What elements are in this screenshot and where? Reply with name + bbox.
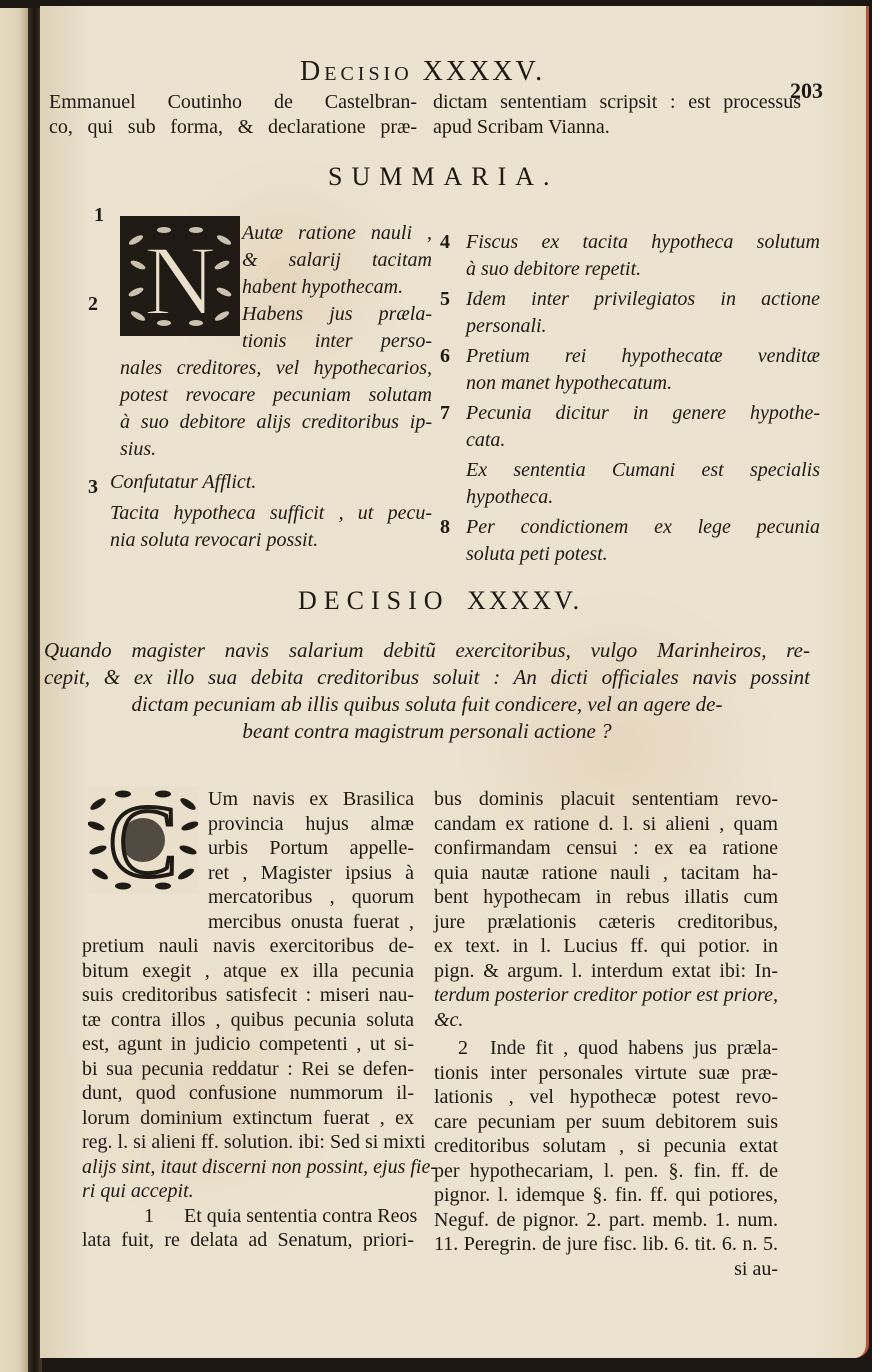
text-line: care pecuniam per suum debitorem suis	[434, 1110, 778, 1133]
text-line: tionis inter perso-	[242, 330, 432, 352]
summary-text	[466, 286, 820, 340]
body-left-beside-initial	[208, 787, 414, 934]
summary-number: 8	[440, 516, 450, 538]
text-line: mercatoribus , quorum	[208, 886, 414, 908]
paragraph-2-first-line	[434, 1036, 778, 1061]
text-line: sius.	[120, 438, 157, 460]
foliage-ornament-icon	[124, 220, 236, 332]
text-line: soluta peti potest.	[466, 543, 608, 565]
text-line: dictam pecuniam ab illis quibus soluta fuit condicere, vel an agere de-	[131, 692, 723, 716]
summary-number: 1	[94, 204, 104, 226]
paragraph-number: 1	[144, 1204, 154, 1227]
facing-page-edge	[0, 8, 28, 1372]
decorated-initial-n	[120, 216, 240, 336]
text-line: Quando magister navis salarium debitũ exercitoribus, vulgo Marinheiros, re-	[44, 638, 810, 662]
text-line: pign. & argum. l. interdum extat ibi: In-	[434, 959, 778, 982]
text-line: quia nautæ ratione nauli , tacitam ha-	[434, 861, 778, 884]
text-line: bitum exegit , atque ex illa pecunia	[82, 959, 414, 982]
text-line: Fiscus ex tacita hypotheca solutum	[466, 231, 820, 253]
text-line: Pecunia dicitur in genere hypothe-	[466, 402, 820, 424]
text-line: Habens jus præla-	[242, 303, 432, 325]
text-line: lata fuit, re delata ad Senatum, priori-	[82, 1229, 414, 1251]
text-line: habent hypothecam.	[242, 276, 404, 298]
text-line: provincia hujus almæ	[208, 812, 414, 835]
summary-number	[440, 457, 466, 511]
summary-text	[466, 343, 820, 397]
text-line: bent hypothecam in rebus illatis cum	[434, 886, 778, 908]
text-line: tionis inter personales virtute suæ præ-	[434, 1061, 778, 1084]
decisio-title-prefix: DECISIO	[298, 586, 450, 615]
summary-item-7	[440, 400, 820, 454]
summary-number: 5	[440, 288, 450, 310]
paragraph-1-first-line	[82, 1204, 418, 1229]
text-line: dunt, quod confusione nummorum il-	[82, 1082, 414, 1104]
text-line: Tacita hypotheca sufficit , ut pecu-	[110, 502, 432, 524]
text-line: Pretium rei hypothecatæ venditæ	[466, 345, 820, 367]
text-line: cata.	[466, 429, 506, 451]
text-line: beant contra magistrum personali actione ?	[242, 719, 612, 743]
text-line: pretium nauli navis exercitoribus de-	[82, 935, 414, 957]
text-line: lationis , vel hypothecæ potest revo-	[434, 1086, 778, 1108]
text-line: urbis Portum appelle-	[208, 837, 414, 859]
text-line: per hypothecariam, l. pen. §. fin. ff. de	[434, 1159, 778, 1182]
text-line: Um navis ex Brasilica	[208, 788, 414, 810]
summary-item-2	[120, 355, 432, 463]
text-line: Neguf. de pignor. 2. part. memb. 1. num.	[434, 1208, 778, 1231]
catchword: si au-	[734, 1257, 778, 1280]
text-line: creditoribus solutam , si pecunia extat	[434, 1135, 778, 1157]
decisio-question	[44, 637, 810, 745]
text-line: Ex sententia Cumani est specialis	[466, 459, 820, 481]
summary-number: 6	[440, 345, 450, 367]
text-line: alijs sint, itaut discerni non possint, ejus fie-	[82, 1155, 437, 1178]
text-line: personali.	[466, 315, 547, 337]
summary-item-8	[440, 514, 820, 568]
text-line: reg. l. si alieni ff. solution. ibi: Sed si mixti	[82, 1131, 426, 1153]
body-left-column	[82, 934, 437, 1253]
running-title-number: XXXXV.	[422, 56, 546, 87]
text-line: non manet hypothecatum.	[466, 372, 673, 394]
summary-item-6	[440, 343, 820, 397]
summary-item-5	[440, 286, 820, 340]
running-title	[300, 56, 545, 88]
summary-item-1	[242, 220, 432, 301]
decisio-title	[298, 586, 582, 616]
summary-item-3b	[110, 500, 432, 554]
text-line: tæ contra illos , quibus pecunia soluta	[82, 1008, 414, 1031]
text-line: hypotheca.	[466, 486, 554, 508]
decisio-title-number: XXXXV.	[467, 586, 583, 615]
summary-text	[466, 457, 820, 511]
summary-item-3	[110, 469, 432, 496]
text-line: bus dominis placuit sententiam revo-	[434, 788, 778, 810]
text-line: Inde fit , quod habens jus præla-	[490, 1037, 778, 1059]
text-line: nia soluta revocari possit.	[110, 529, 319, 551]
text-line: ex text. in l. Lucius ff. qui potior. in	[434, 935, 778, 957]
text-line: potest revocare pecuniam solutam	[120, 384, 432, 406]
text-line: Emmanuel Coutinho de Castelbran-	[49, 91, 417, 113]
summary-number: 2	[88, 293, 98, 315]
initial-letter: C	[108, 786, 178, 894]
text-line: confirmandam censui : ex ea ratione	[434, 837, 778, 859]
book-page	[40, 6, 869, 1358]
text-line: mercibus onusta fuerat ,	[208, 910, 414, 933]
text-line: terdum posterior creditor potior est priore,	[434, 984, 778, 1006]
summary-item-4	[440, 229, 820, 283]
text-line: candam ex ratione d. l. si alieni , quam	[434, 812, 778, 835]
running-title-prefix: Decisio	[300, 56, 413, 87]
text-line: cepit, & ex illo sua debita creditoribus soluit : An dicti officiales navis possint	[44, 665, 810, 689]
summary-item-2-beside	[242, 301, 432, 355]
text-line: bi sua pecunia reddatur : Rei se defen-	[82, 1057, 414, 1080]
text-line: ret , Magister ipsius à	[208, 861, 414, 884]
text-line: Et quia sententia contra Reos	[184, 1204, 418, 1227]
body-right-column	[434, 787, 778, 1281]
summary-number: 4	[440, 231, 450, 253]
text-line: Per condictionem ex lege pecunia	[466, 516, 820, 538]
text-line: nales creditores, vel hypothecarios,	[120, 357, 432, 379]
text-line: Autæ ratione nauli ,	[242, 222, 432, 244]
text-line: &c.	[434, 1008, 464, 1031]
paragraph-number: 2	[458, 1037, 468, 1059]
text-line: dictam sententiam scripsit : est processus	[433, 91, 801, 113]
decorated-initial-c	[88, 786, 198, 894]
text-line: Confutatur Afflict.	[110, 471, 257, 493]
continuation-right	[433, 90, 801, 140]
summary-text	[466, 514, 820, 568]
text-line: jure prælationis cæteris creditoribus,	[434, 910, 778, 933]
summary-item-7b	[440, 457, 820, 511]
foliage-ornament-icon	[88, 786, 198, 894]
text-line: apud Scribam Vianna.	[433, 116, 610, 138]
summary-number: 7	[440, 402, 450, 424]
summary-number: 3	[88, 476, 98, 498]
text-line: Idem inter privilegiatos in actione	[466, 288, 820, 310]
continuation-left	[49, 90, 417, 140]
summaria-right-column	[440, 229, 820, 568]
text-line: est, agunt in judicio competenti , ut si-	[82, 1033, 414, 1055]
initial-letter: N	[143, 225, 217, 332]
text-line: & salarij tacitam	[242, 249, 432, 271]
page-number: 203	[790, 78, 823, 103]
text-line: à suo debitore alijs creditoribus ip-	[120, 411, 432, 433]
summary-text	[466, 400, 820, 454]
text-line: ri qui accepit.	[82, 1180, 194, 1202]
text-line: lorum dominium extinctum fuerat , ex	[82, 1106, 414, 1129]
text-line: 11. Peregrin. de jure fisc. lib. 6. tit. 6. n. 5.	[434, 1233, 778, 1255]
text-line: co, qui sub forma, & declaratione præ-	[49, 116, 417, 138]
summaria-title: SUMMARIA.	[328, 162, 559, 191]
text-line: suis creditoribus satisfecit : miseri nau-	[82, 984, 414, 1006]
summary-text	[466, 229, 820, 283]
text-line: pignor. l. idemque §. fin. ff. qui potiores,	[434, 1184, 778, 1206]
text-line: à suo debitore repetit.	[466, 258, 642, 280]
